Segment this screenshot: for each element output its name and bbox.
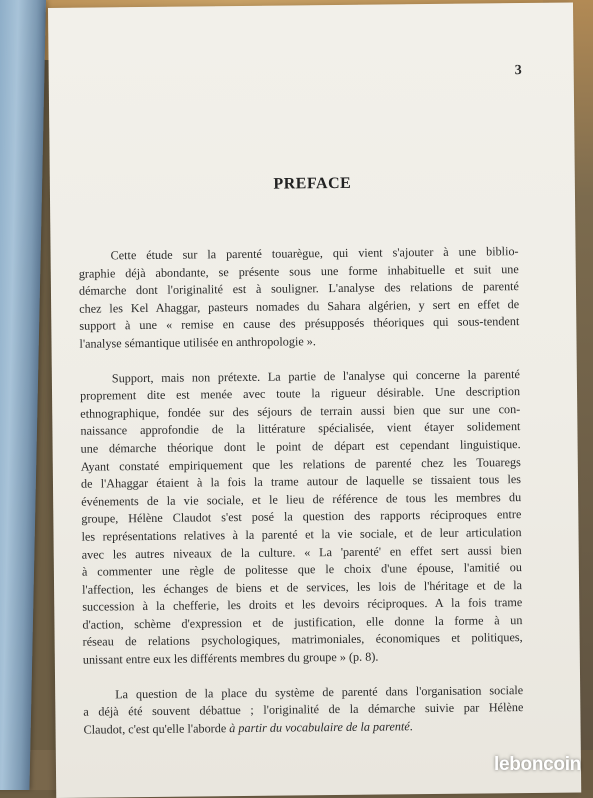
text-line: support à une « remise en cause des présupposés théoriques qui sous-tendent: [79, 314, 520, 334]
text-line: à commenter une règle de politesse que le choix d'une épouse, l'amitié ou: [81, 560, 522, 579]
text-line: groupe, Hélène Claudot s'est posé la question des rapports réciproques entre: [81, 507, 522, 526]
book-cover-edge: [0, 0, 46, 790]
text-line: une démarche théorique dont le point de départ est cependant linguistique.: [80, 437, 521, 456]
text-line: La question de la place du système de parenté dans l'organisation sociale: [115, 682, 524, 701]
text-line: démarche dont l'originalité est à souligner. L'analyse des relations de parenté: [78, 279, 520, 298]
text-line: Cette étude sur la parenté touarègue, qui vient s'ajouter à une biblio-: [110, 244, 519, 263]
text-line: graphie déjà abondante, se présente sous une forme inhabituelle et suit une: [78, 261, 519, 281]
text-line: ethnographique, fondée sur des séjours de terrain aussi bien que sur une con-: [80, 401, 521, 421]
paragraph-3: [83, 682, 524, 739]
text-line: unissant entre eux les différents membres du groupe » (p. 8).: [82, 649, 379, 667]
text-line: les représentations relatives à la parenté et la vie sociale, et de leur articulation: [81, 524, 522, 544]
text-line: événements de la vie sociale, et le lieu de référence de tous les membres du: [81, 489, 522, 509]
text-line: réseau de relations psychologiques, matrimoniales, économiques et politiques,: [82, 630, 523, 650]
paragraph-1: [79, 243, 520, 353]
text-line: naissance approfondie de la littérature spécialisée, vient étayer solidement: [80, 419, 521, 439]
italic-phrase: à partir du vocabulaire de la parenté: [229, 719, 410, 735]
page-title: PREFACE: [273, 174, 352, 193]
page-number: 3: [514, 63, 522, 79]
text-line: proprement dite est menée avec toute la rigueur désirable. Une description: [79, 384, 521, 403]
text-line: l'analyse sémantique utilisée en anthropologie ».: [79, 334, 316, 351]
text-fragment: .: [409, 719, 413, 734]
body-text: [79, 243, 524, 756]
leboncoin-watermark: leboncoin: [493, 754, 581, 775]
text-line: avec les autres niveaux de la culture. « La 'parenté' en effet sert aussi bien: [81, 542, 522, 562]
text-line: d'action, schème d'expression et de justification, elle donne la forme à un: [82, 612, 523, 632]
text-line: succession à la chefferie, les droits et les devoirs réciproques. A la fois trame: [82, 595, 523, 614]
text-line: Ayant constaté empiriquement que les relations de parenté chez les Touaregs: [80, 454, 521, 474]
text-line: chez les Kel Ahaggar, pasteurs nomades du Sahara algérien, y sert en effet de: [79, 296, 520, 316]
book-page: [48, 3, 581, 798]
text-line: Support, mais non prétexte. La partie de l'analyse qui concerne la parenté: [111, 366, 520, 385]
text-line: l'affection, les échanges de biens et de services, les lois de l'héritage et de la: [82, 577, 523, 597]
text-fragment: Claudot, c'est qu'elle l'aborde: [83, 720, 230, 737]
paragraph-2: [80, 366, 523, 670]
text-line: de l'Ahaggar étaient à la fois la trame autour de laquelle se tissaient tous les: [80, 472, 522, 491]
text-line-final: [83, 717, 523, 739]
text-line: a déjà été souvent débattue ; l'originalité de la démarche suivie par Hélène: [83, 700, 524, 719]
